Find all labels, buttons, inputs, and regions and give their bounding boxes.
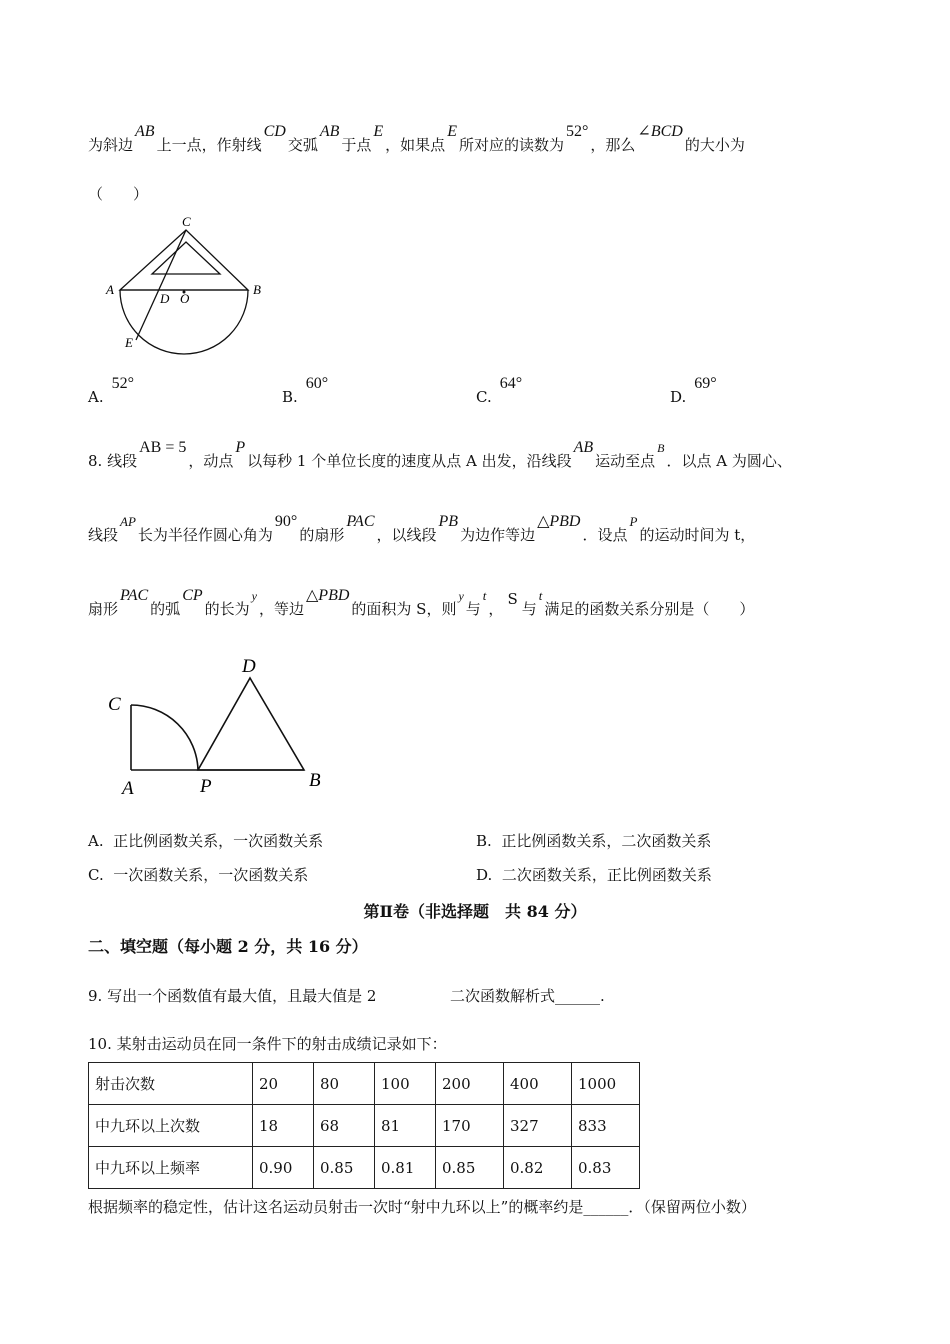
q7-text: 交弧: [287, 136, 318, 154]
table-row: [89, 1147, 640, 1189]
q8-option-a: A. 正比例函数关系，一次函数关系: [88, 832, 324, 850]
label-p: P: [200, 776, 212, 797]
table-cell: 中九环以上次数: [89, 1105, 253, 1147]
table-cell: 1000: [572, 1063, 640, 1105]
q7-text: 于点: [341, 136, 372, 154]
q7-line: [88, 123, 745, 155]
q7-answer-blank: （ ）: [88, 185, 149, 203]
set-square-inner: [152, 242, 220, 274]
table-cell: 400: [504, 1063, 572, 1105]
q7-math: ∠BCD: [637, 123, 683, 140]
q7-text: 为斜边: [88, 136, 134, 154]
q8-line-3: 扇形PAC的弧CP的长为$^y$，等边△PBD的面积为 S，则$^y$与t，S与t满足的函数关系分别是（ ）: [88, 587, 755, 618]
table-cell: 0.81: [375, 1147, 436, 1189]
ray-cd: [136, 230, 186, 340]
table-cell: 100: [375, 1063, 436, 1105]
label-d: D: [160, 291, 170, 306]
scores-table: [88, 1062, 640, 1189]
q8-option-d: D. 二次函数关系，正比例函数关系: [476, 866, 712, 884]
q7-math: AB: [135, 123, 155, 140]
table-cell: 0.85: [436, 1147, 504, 1189]
q10-after: 根据频率的稳定性，估计这名运动员射击一次时“射中九环以上”的概率约是______．（保留两位小数）: [88, 1198, 756, 1216]
label-a: A: [122, 778, 134, 799]
table-cell: 833: [572, 1105, 640, 1147]
q7-math: 52°: [565, 123, 589, 140]
q7-text: ，那么: [590, 136, 636, 154]
q7-figure: [100, 210, 280, 360]
q7-math: AB: [319, 123, 340, 140]
q10-intro: 10. 某射击运动员在同一条件下的射击成绩记录如下：: [88, 1035, 447, 1053]
table-cell: 射击次数: [89, 1063, 253, 1105]
triangle-pbd: [198, 678, 304, 770]
q7-math: E: [447, 123, 457, 140]
table-cell: 170: [436, 1105, 504, 1147]
part-title: 二、填空题（每小题 2 分，共 16 分）: [88, 937, 368, 956]
q8-option-c: C. 一次函数关系，一次函数关系: [88, 866, 309, 884]
table-row: [89, 1105, 640, 1147]
label-a: A: [106, 282, 114, 297]
q7-text: 的大小为: [684, 136, 745, 154]
q8-line-1: 8. 线段AB = 5，动点P以每秒 1 个单位长度的速度从点 A 出发，沿线段AB运动至点$^B$．以点 A 为圆心、: [88, 439, 792, 470]
q8-figure: [100, 650, 340, 805]
label-e: E: [125, 335, 133, 350]
label-c: C: [108, 694, 121, 715]
q7-text: 所对应的读数为: [458, 136, 564, 154]
arc-cp: [131, 705, 198, 770]
section-title: 第Ⅱ卷（非选择题 共 84 分）: [363, 902, 587, 921]
label-d: D: [242, 656, 256, 677]
table-cell: 0.83: [572, 1147, 640, 1189]
q7-option-a: A.52°: [88, 375, 135, 406]
q7-option-b: B.60°: [282, 375, 329, 406]
table-cell: 68: [314, 1105, 375, 1147]
q7-text: ，如果点: [385, 136, 446, 154]
table-cell: 327: [504, 1105, 572, 1147]
q7-math: E: [373, 123, 384, 140]
q7-math: CD: [263, 123, 286, 140]
table-cell: 0.90: [253, 1147, 314, 1189]
q7-option-d: D.69°: [670, 375, 717, 406]
q7-text: 上一点，作射线: [156, 136, 262, 154]
label-o: O: [180, 291, 190, 306]
table-cell: 20: [253, 1063, 314, 1105]
table-cell: 0.82: [504, 1147, 572, 1189]
q9-text-b: 二次函数解析式______.: [450, 987, 605, 1005]
table-row: [89, 1063, 640, 1105]
label-b: B: [309, 770, 321, 791]
table-cell: 18: [253, 1105, 314, 1147]
table-cell: 中九环以上频率: [89, 1147, 253, 1189]
set-square-outer: [120, 230, 248, 290]
q8-option-b: B. 正比例函数关系，二次函数关系: [476, 832, 712, 850]
q7-option-c: C.64°: [476, 375, 523, 406]
q8-line-2: 线段AP长为半径作圆心角为90°的扇形PAC，以线段PB为边作等边△PBD．设点P的运动时间为 t，: [88, 513, 756, 544]
table-cell: 200: [436, 1063, 504, 1105]
label-c: C: [182, 214, 191, 229]
table-cell: 0.85: [314, 1147, 375, 1189]
table-cell: 81: [375, 1105, 436, 1147]
table-cell: 80: [314, 1063, 375, 1105]
q9-text-a: 9. 写出一个函数值有最大值，且最大值是 2: [88, 987, 377, 1005]
label-b: B: [253, 282, 261, 297]
